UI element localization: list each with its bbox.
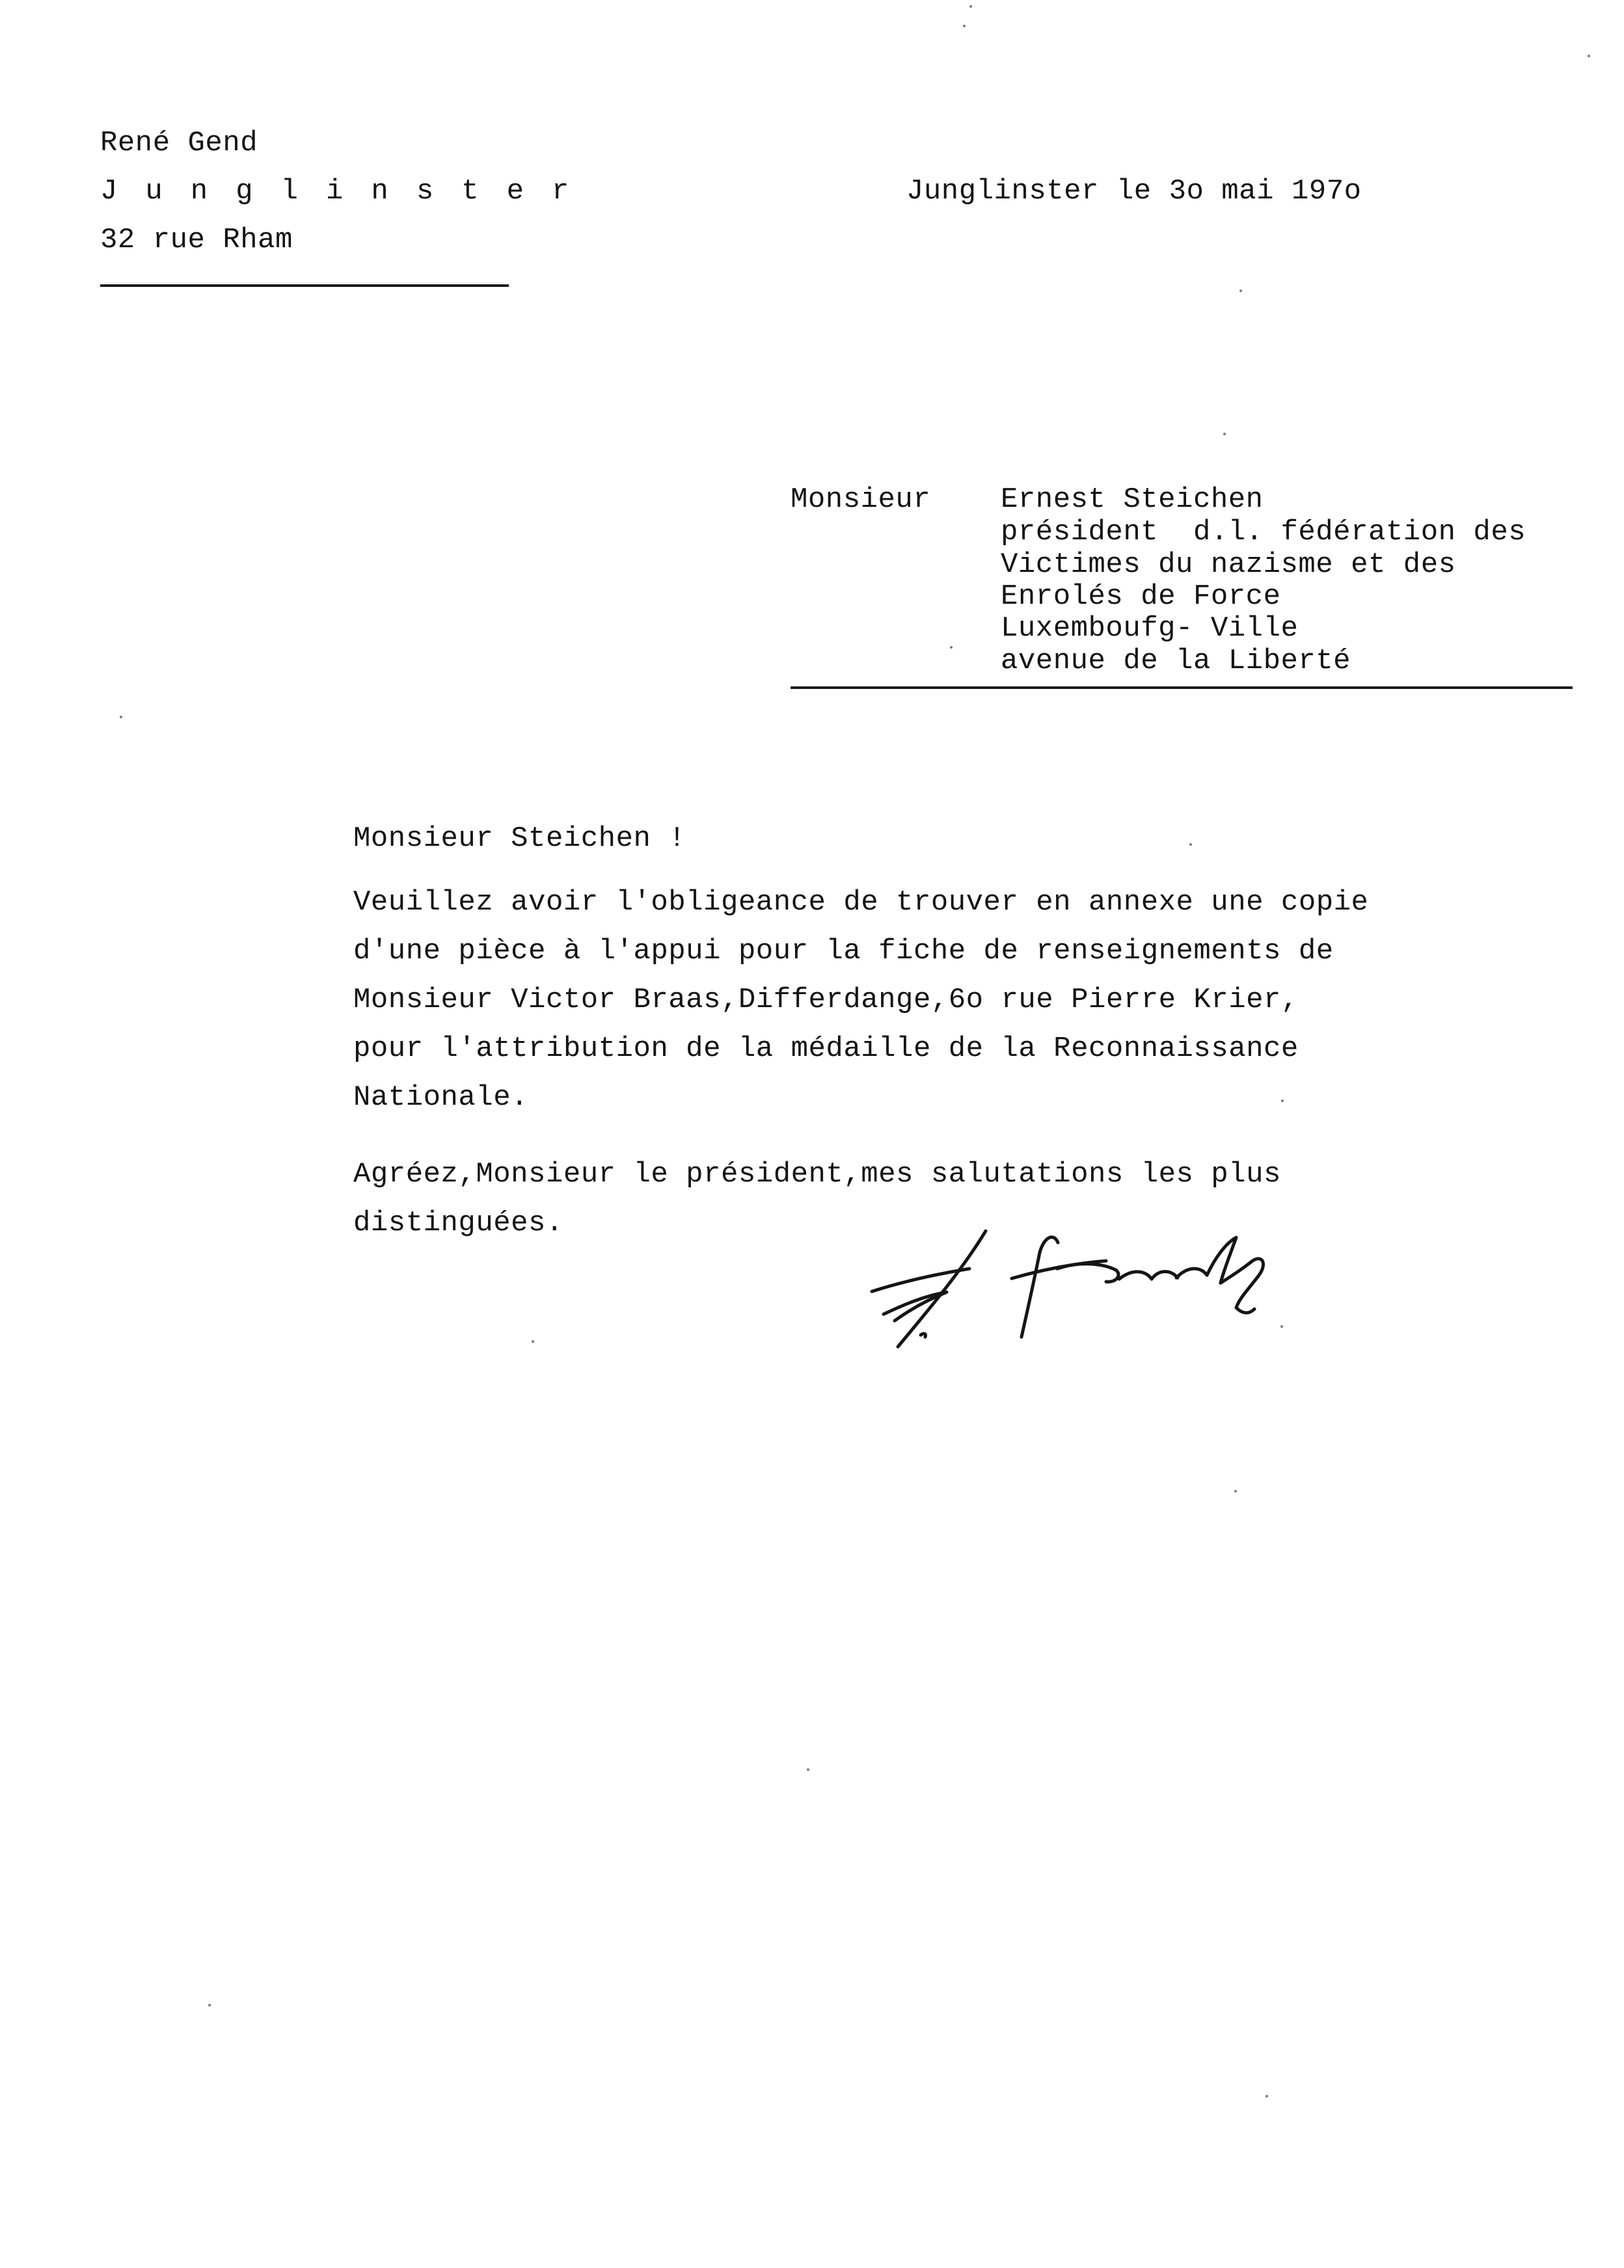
recipient-name: Ernest Steichen <box>1001 483 1264 516</box>
scan-speck <box>969 5 972 8</box>
recipient-line-5: avenue de la Liberté <box>1001 645 1351 677</box>
date-line: Junglinster le 3o mai 197o <box>906 175 1362 208</box>
scan-speck <box>120 716 122 718</box>
scan-speck <box>950 646 953 649</box>
recipient-line-3: Enrolés de Force <box>1001 580 1281 613</box>
body-line-5: Nationale. <box>353 1081 529 1114</box>
scan-speck <box>532 1340 534 1343</box>
scan-speck <box>963 25 966 27</box>
scan-speck <box>1281 1100 1284 1102</box>
recipient-salutation-label: Monsieur <box>791 483 931 516</box>
signature-graphic <box>859 1223 1301 1353</box>
greeting: Monsieur Steichen ! <box>353 822 686 855</box>
closing-line-2: distinguées. <box>353 1207 563 1239</box>
scan-speck <box>208 2004 211 2006</box>
body-line-3: Monsieur Victor Braas,Differdange,6o rue Pierre Krier, <box>353 984 1299 1016</box>
recipient-line-4: Luxemboufg- Ville <box>1001 612 1299 645</box>
scan-speck <box>1280 1325 1283 1328</box>
scan-speck <box>807 1768 809 1771</box>
recipient-underline <box>791 686 1573 689</box>
sender-street: 32 rue Rham <box>100 224 293 256</box>
scan-speck <box>1265 2095 1268 2098</box>
recipient-line-2: Victimes du nazisme et des <box>1001 548 1456 581</box>
body-line-2: d'une pièce à l'appui pour la fiche de renseignements de <box>353 935 1334 967</box>
recipient-line-1: président d.l. fédération des <box>1001 516 1526 548</box>
sender-underline <box>100 284 509 287</box>
scan-speck <box>1234 1490 1237 1492</box>
body-line-4: pour l'attribution de la médaille de la Reconnaissance <box>353 1033 1299 1065</box>
body-line-1: Veuillez avoir l'obligeance de trouver en annexe une copie <box>353 886 1369 919</box>
scan-speck <box>1189 843 1192 846</box>
scan-speck <box>1588 55 1590 57</box>
sender-name: René Gend <box>100 127 258 159</box>
scan-speck <box>1239 290 1242 292</box>
sender-city: Junglinster <box>100 175 597 208</box>
closing-line-1: Agréez,Monsieur le président,mes salutations les plus <box>353 1158 1281 1191</box>
scan-speck <box>1223 433 1226 435</box>
